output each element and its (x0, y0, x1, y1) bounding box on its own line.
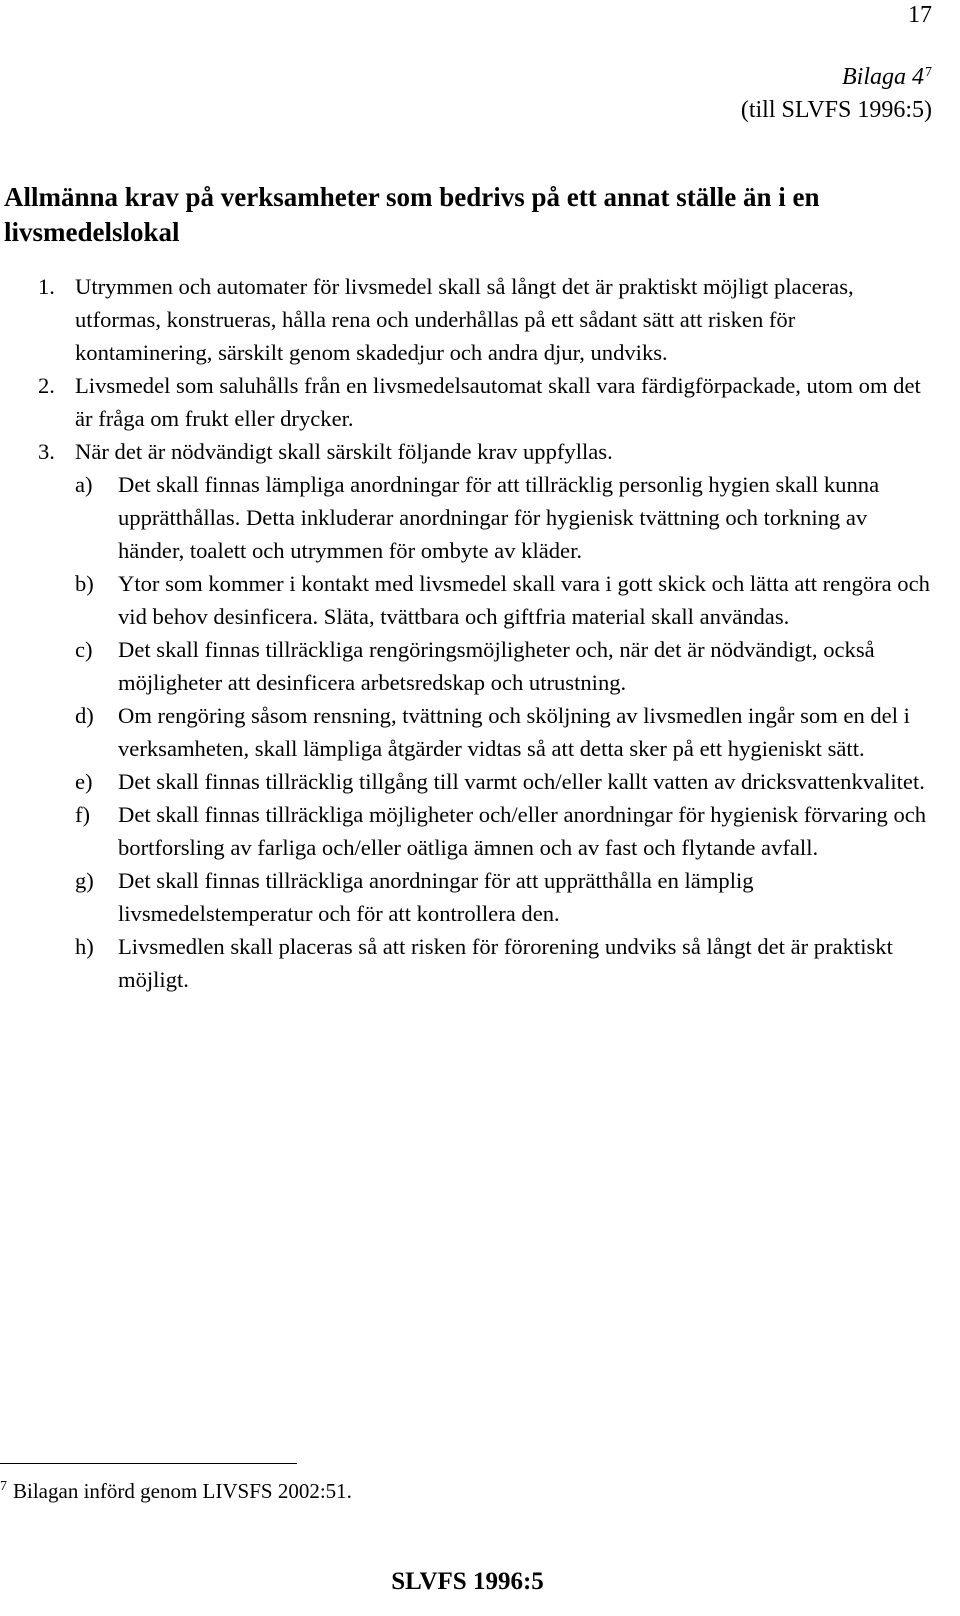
item-text: Utrymmen och automater för livsmedel skall så långt det är praktiskt möjligt placeras, utformas, konstrueras, hålla rena och underhållas på ett sådant sätt att risken för kontaminering, särskilt genom skadedjur och andra djur, undviks. (75, 274, 854, 365)
list-item (0, 435, 935, 468)
sub-list-item (0, 468, 935, 567)
item-number: 3. (38, 439, 55, 464)
sub-item-text: Om rengöring såsom rensning, tvättning och sköljning av livsmedlen ingår som en del i verksamheten, skall lämpliga åtgärder vidtas så att detta sker på ett hygieniskt sätt. (118, 703, 910, 761)
footnote-text: Bilagan införd genom LIVSFS 2002:51. (13, 1479, 352, 1503)
sub-list-item (0, 798, 935, 864)
footnote-number: 7 (0, 1479, 7, 1494)
sub-item-text: Det skall finnas tillräckliga anordningar för att upprätthålla en lämplig livsmedelstemperatur och för att kontrollera den. (118, 868, 754, 926)
page-title: Allmänna krav på verksamheter som bedrivs på ett annat ställe än i en livsmedelslokal (4, 182, 820, 247)
annex-reference: (till SLVFS 1996:5) (740, 97, 932, 123)
footnote (0, 1479, 352, 1504)
document-body (0, 270, 935, 996)
list-item (0, 270, 935, 369)
item-number: 1. (38, 274, 55, 299)
footer-reference: SLVFS 1996:5 (391, 1568, 544, 1595)
sub-list-item (0, 699, 935, 765)
sub-item-text: Det skall finnas tillräcklig tillgång till varmt och/eller kallt vatten av dricksvattenkvalitet. (118, 769, 925, 794)
sub-item-label: c) (75, 637, 93, 662)
sub-item-label: h) (75, 934, 94, 959)
sub-item-text: Det skall finnas tillräckliga möjligheter och/eller anordningar för hygienisk förvaring och bortforsling av farliga och/eller oätliga ämnen och av fast och flytande avfall. (118, 802, 927, 860)
sub-list-item (0, 765, 935, 798)
sub-item-label: b) (75, 571, 94, 596)
annex-label (842, 64, 932, 91)
page-number: 17 (908, 2, 932, 28)
annex-label-text: Bilaga 4 (842, 64, 924, 90)
item-text: Livsmedel som saluhålls från en livsmedelsautomat skall vara färdigförpackade, utom om det är fråga om frukt eller drycker. (75, 373, 921, 431)
sub-list-item (0, 633, 935, 699)
footnote-marker[interactable]: 7 (925, 65, 932, 80)
sub-list-item (0, 567, 935, 633)
item-number: 2. (38, 373, 55, 398)
sub-item-label: f) (75, 802, 91, 827)
sub-list-item (0, 930, 935, 996)
list-item (0, 369, 935, 435)
sub-item-text: Det skall finnas tillräckliga rengöringsmöjligheter och, när det är nödvändigt, också möjligheter att desinficera arbetsredskap och utrustning. (118, 637, 875, 695)
sub-item-text: Ytor som kommer i kontakt med livsmedel skall vara i gott skick och lätta att rengöra och vid behov desinficera. Släta, tvättbara och giftfria material skall användas. (118, 571, 930, 629)
item-text: När det är nödvändigt skall särskilt följande krav uppfyllas. (75, 439, 613, 464)
sub-list-item (0, 864, 935, 930)
footnote-divider (0, 1463, 297, 1464)
sub-item-label: g) (75, 868, 94, 893)
sub-item-label: a) (75, 472, 93, 497)
sub-item-text: Det skall finnas lämpliga anordningar för att tillräcklig personlig hygien skall kunna upprätthållas. Detta inkluderar anordningar för hygienisk tvättning och torkning av händer, toalett och utrymmen för ombyte av kläder. (118, 472, 880, 563)
sub-item-text: Livsmedlen skall placeras så att risken för förorening undviks så långt det är praktiskt möjligt. (118, 934, 893, 992)
sub-item-label: e) (75, 769, 93, 794)
sub-item-label: d) (75, 703, 94, 728)
